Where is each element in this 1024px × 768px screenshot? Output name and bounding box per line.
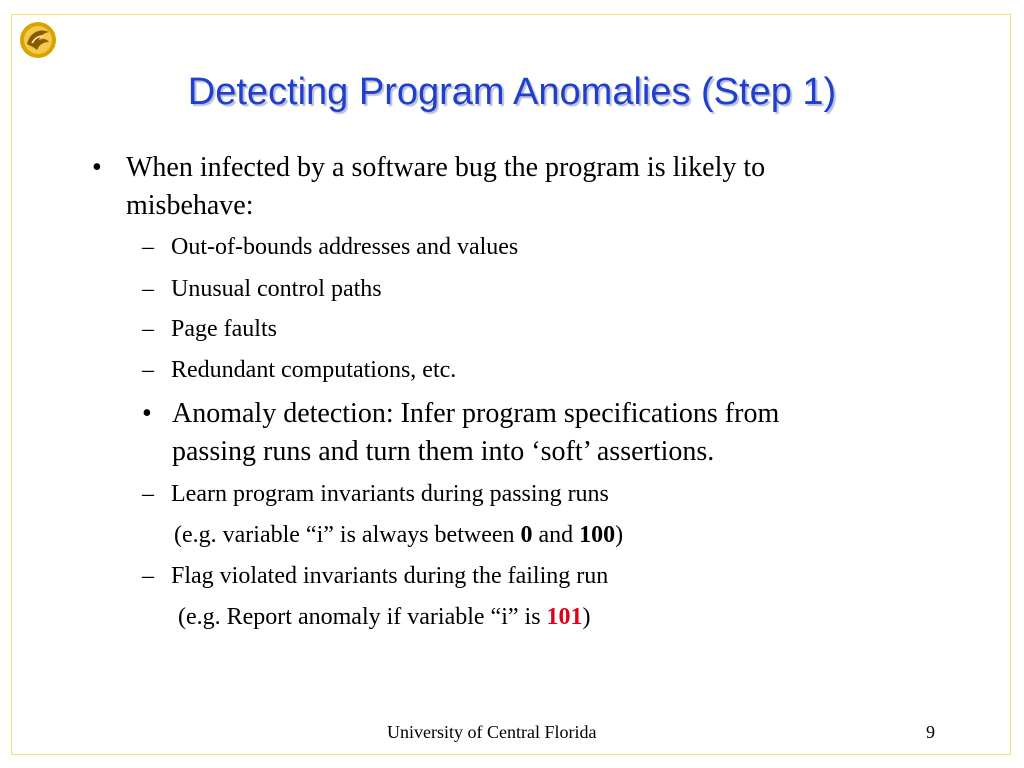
example-anomaly-value: 101 bbox=[546, 604, 583, 630]
example-invariant-prefix: (e.g. variable “i” is always between bbox=[174, 522, 521, 548]
bullet1-line1: When infected by a software bug the program is likely to bbox=[126, 152, 766, 183]
footer-institution: University of Central Florida bbox=[387, 722, 597, 742]
bullet2-line2: passing runs and turn them into ‘soft’ assertions. bbox=[172, 436, 715, 467]
example-anomaly-prefix: (e.g. Report anomaly if variable “i” is bbox=[178, 604, 547, 630]
example-invariant-high: 100 bbox=[579, 522, 616, 548]
sub-item-page-faults: Page faults bbox=[171, 316, 277, 342]
sub-item-control-paths: Unusual control paths bbox=[171, 276, 382, 302]
example-invariant bbox=[174, 522, 623, 549]
bullet1-line2: misbehave: bbox=[126, 190, 254, 221]
sub-item-out-of-bounds: Out-of-bounds addresses and values bbox=[171, 234, 519, 260]
example-anomaly-suffix: ) bbox=[582, 604, 591, 630]
slide-title: Detecting Program Anomalies (Step 1) bbox=[187, 71, 837, 113]
example-invariant-low: 0 bbox=[520, 522, 533, 548]
example-invariant-mid: and bbox=[532, 522, 580, 548]
bullet-marker: • bbox=[142, 398, 152, 429]
sub-item-flag-violated: Flag violated invariants during the failing run bbox=[171, 563, 609, 589]
dash-marker: – bbox=[142, 357, 154, 383]
example-anomaly bbox=[178, 604, 591, 631]
dash-marker: – bbox=[142, 234, 154, 260]
dash-marker: – bbox=[142, 316, 154, 342]
example-invariant-suffix: ) bbox=[615, 522, 624, 548]
dash-marker: – bbox=[142, 563, 154, 589]
dash-marker: – bbox=[142, 481, 154, 507]
bullet-marker: • bbox=[92, 152, 102, 183]
bullet2-line1: Anomaly detection: Infer program specifications from bbox=[172, 398, 780, 429]
dash-marker: – bbox=[142, 276, 154, 302]
sub-item-learn-invariants: Learn program invariants during passing runs bbox=[171, 481, 609, 507]
sub-item-redundant: Redundant computations, etc. bbox=[171, 357, 457, 383]
page-number: 9 bbox=[926, 722, 935, 742]
